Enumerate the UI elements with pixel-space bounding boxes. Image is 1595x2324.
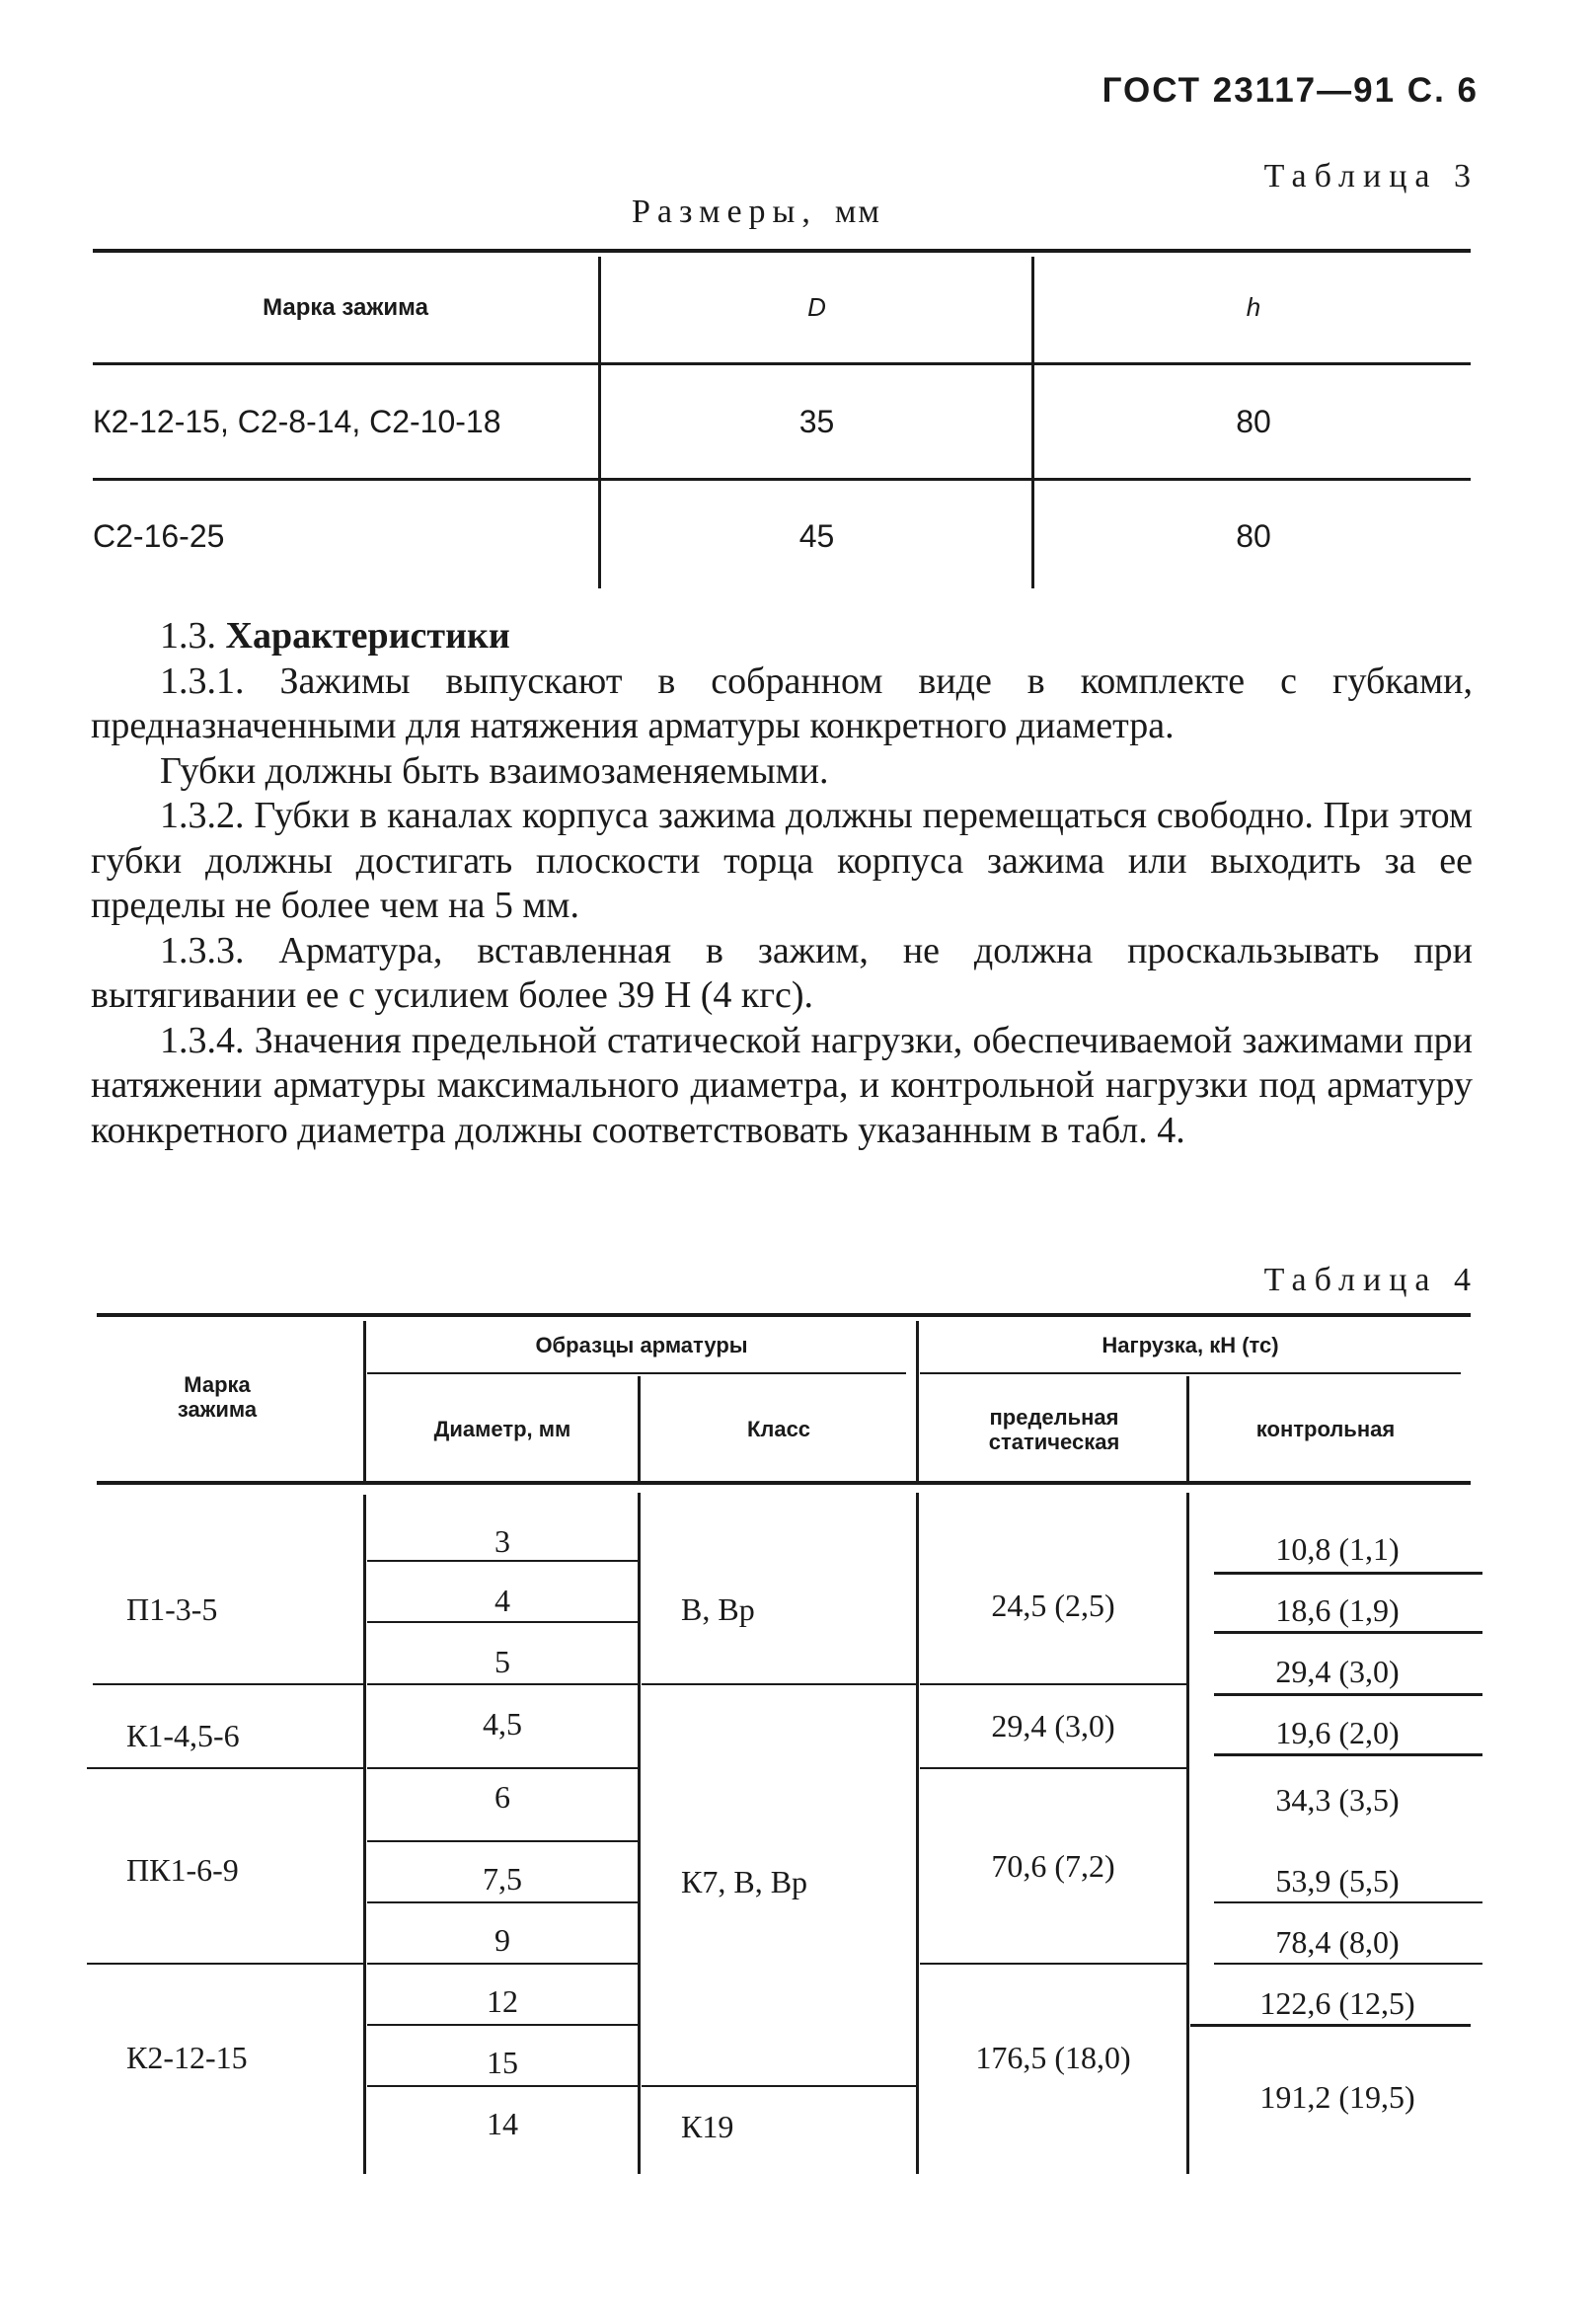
table4-mark-rule — [93, 1683, 363, 1685]
table4-control-rule — [1214, 1753, 1482, 1756]
table4-mark: К1-4,5-6 — [126, 1717, 240, 1753]
table3-header-h: h — [1246, 292, 1261, 323]
table4-control-load: 29,4 (3,0) — [1275, 1653, 1400, 1689]
table4-limit-load: 24,5 (2,5) — [991, 1587, 1115, 1623]
paragraph-1-3-3: 1.3.3. Арматура, вставленная в зажим, не должна проскальзывать при вытягивании ее с усилием более 39 Н (4 кгс). — [91, 929, 1473, 1016]
table4-col-divider — [1186, 1493, 1189, 2174]
table3-caption: Таблица 3 — [1263, 158, 1479, 194]
table4-row-rule — [367, 2024, 638, 2026]
table4-header-class: Класс — [746, 1417, 811, 1442]
table4-col-divider — [363, 1495, 366, 2174]
table3-col-divider — [598, 257, 601, 588]
table4-control-load: 78,4 (8,0) — [1275, 1923, 1400, 1960]
table4-header-load: Нагрузка, кН (тс) — [1101, 1333, 1279, 1358]
section-title — [91, 614, 1473, 659]
table3-row-h: 80 — [1236, 517, 1271, 554]
table4-row-rule — [367, 2085, 638, 2087]
table4-row-rule — [367, 1840, 638, 1842]
page-header: ГОСТ 23117—91 С. 6 — [1101, 71, 1479, 110]
paragraph-1-3-1: 1.3.1. Зажимы выпускают в собранном виде в комплекте с губками, предназначенными для натяжения арматуры конкретного диаметра. — [91, 659, 1473, 746]
table4-control-load: 34,3 (3,5) — [1275, 1781, 1400, 1818]
table4-col-divider — [638, 1493, 641, 2174]
table4-diameter: 3 — [494, 1522, 510, 1559]
section-title-text: Характеристики — [225, 615, 510, 657]
table4-diameter: 5 — [494, 1643, 510, 1679]
table3-header-rule — [93, 362, 1471, 365]
table4-control-rule — [1190, 2024, 1471, 2027]
table4-control-load: 18,6 (1,9) — [1275, 1591, 1400, 1628]
table4-header-bottom-rule — [97, 1481, 1471, 1485]
table4-header-control: контрольная — [1255, 1417, 1396, 1442]
table4-diameter: 14 — [487, 2105, 518, 2141]
table4-mark: К2-12-15 — [126, 2039, 248, 2075]
table3-header-d: D — [807, 292, 826, 323]
paragraph-1-3-4: 1.3.4. Значения предельной статической нагрузки, обеспечиваемой зажимами при натяжении арматуры максимального диаметра, и контрольной нагрузки под арматуру конкретного диаметра должны соответствовать указанным в табл. 4. — [91, 1019, 1473, 1151]
table4-mark: ПК1-6-9 — [126, 1851, 239, 1888]
table4-control-rule — [1214, 1693, 1482, 1696]
table4-control-load: 10,8 (1,1) — [1275, 1530, 1400, 1567]
table3-sizes-label — [632, 194, 881, 231]
table3-row-mark: С2-16-25 — [93, 517, 225, 554]
table3-header-mark: Марка зажима — [263, 294, 428, 322]
table3-row-mark: К2-12-15, С2-8-14, С2-10-18 — [93, 403, 501, 439]
sizes-label-text: Размеры, — [632, 194, 817, 230]
table4-col-divider — [363, 1321, 366, 1483]
table4-caption: Таблица 4 — [1263, 1262, 1479, 1298]
table4-col-divider — [1186, 1376, 1189, 1483]
section-number: 1.3. — [160, 615, 216, 657]
table4-limit-load: 29,4 (3,0) — [991, 1707, 1115, 1743]
table4-row-rule — [367, 1683, 638, 1685]
table4-row-rule — [367, 1621, 638, 1623]
table4-control-rule — [1214, 1631, 1482, 1634]
table4-class: К19 — [681, 2108, 734, 2144]
table4-subheader-rule — [920, 1372, 1461, 1374]
table4-limit-rule — [920, 1963, 1186, 1965]
table4-class-rule — [642, 1683, 916, 1685]
table4-control-load: 19,6 (2,0) — [1275, 1714, 1400, 1750]
table4-limit-load: 70,6 (7,2) — [991, 1847, 1115, 1884]
table4-control-load: 122,6 (12,5) — [1259, 1984, 1415, 2021]
table3-row-d: 35 — [798, 403, 835, 439]
table4-subheader-rule — [367, 1372, 906, 1374]
table4-row-rule — [367, 1963, 638, 1965]
paragraph-interchangeable: Губки должны быть взаимозаменяемыми. — [160, 749, 829, 792]
table4-diameter: 9 — [494, 1921, 510, 1958]
table4-control-rule — [1214, 1901, 1482, 1903]
table4-control-load: 53,9 (5,5) — [1275, 1862, 1400, 1898]
table4-col-divider — [916, 1321, 919, 1483]
table4-limit-rule — [920, 1767, 1186, 1769]
table4-diameter: 4 — [494, 1582, 510, 1618]
table4-class: К7, В, Вр — [681, 1863, 808, 1899]
table3-col-divider — [1031, 257, 1034, 588]
table4-limit-load: 176,5 (18,0) — [975, 2039, 1131, 2075]
table4-mark-rule — [87, 1767, 363, 1769]
table4-class: В, Вр — [681, 1590, 755, 1627]
table4-control-rule — [1214, 1572, 1482, 1575]
paragraph-1-3-2: 1.3.2. Губки в каналах корпуса зажима должны перемещаться свободно. При этом губки должны достигать плоскости торца корпуса зажима или выходить за ее пределы не более чем на 5 мм. — [91, 795, 1473, 926]
table4-control-rule — [1214, 1963, 1482, 1965]
table4-diameter: 12 — [487, 1982, 518, 2019]
table4-diameter: 6 — [494, 1778, 510, 1815]
table4-diameter: 7,5 — [483, 1860, 522, 1897]
table4-diameter: 15 — [487, 2044, 518, 2080]
sizes-unit: мм — [834, 194, 881, 230]
table3-row-rule — [93, 478, 1471, 481]
section-1-3 — [91, 614, 1473, 1153]
table4-limit-rule — [920, 1683, 1186, 1685]
table4-header-samples: Образцы арматуры — [535, 1333, 748, 1358]
table4-header-diameter: Диаметр, мм — [433, 1417, 571, 1442]
table4-diameter: 4,5 — [483, 1705, 522, 1742]
table4-header-limit: предельная статическая — [988, 1404, 1120, 1454]
table4-mark-rule — [87, 1963, 363, 1965]
table4-top-rule — [97, 1313, 1471, 1317]
table3-top-rule — [93, 249, 1471, 253]
table4-row-rule — [367, 1901, 638, 1903]
table4-header-mark: Марка зажима — [177, 1371, 258, 1422]
table4-col-divider — [638, 1376, 641, 1483]
table4-control-load: 191,2 (19,5) — [1259, 2078, 1415, 2115]
table3-row-d: 45 — [798, 517, 835, 554]
table4-class-rule — [642, 2085, 916, 2087]
table4-col-divider — [916, 1493, 919, 2174]
table4-mark: П1-3-5 — [126, 1590, 218, 1627]
table3-row-h: 80 — [1236, 403, 1271, 439]
